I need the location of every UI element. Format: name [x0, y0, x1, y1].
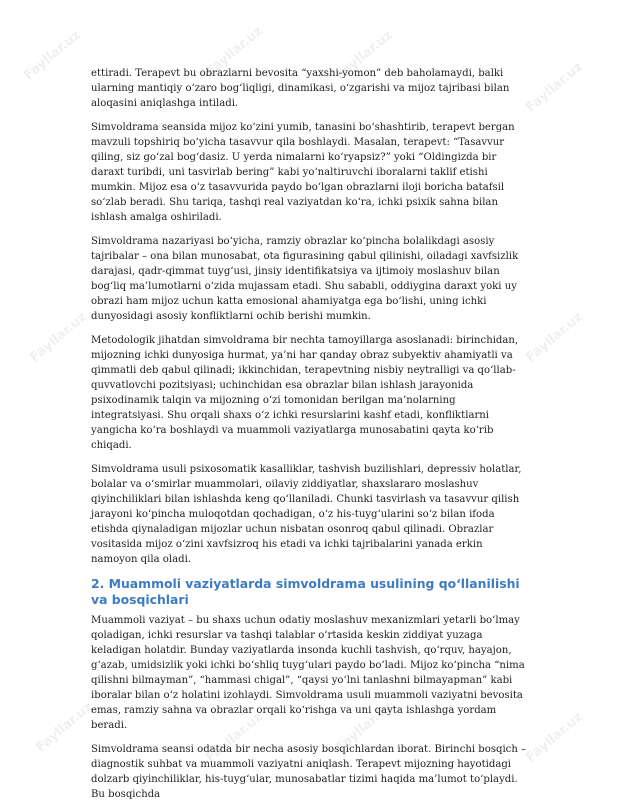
paragraph: Simvoldrama nazariyasi bo‘yicha, ramziy obrazlar ko‘pincha bolalikdagi asosiy tajribalar – ona bilan munosabat, ota figurasining qabul qilinishi, oiladagi xavfsizlik darajasi, qadr-qimmat tuyg‘usi, jinsiy identifikatsiya va ijtimoiy moslashuv bilan bog‘liq ma’lumotlarni o‘zida mujassam etadi. Shu sababli, oddiygina daraxt yoki uy obrazi ham mijoz uchun katta emosional ahamiyatga ega bo‘lishi, uning ichki dunyosidagi asosiy konfliktlarni ochib berishi mumkin.: [91, 236, 519, 322]
document-body: [91, 66, 531, 811]
watermark: Fayllar.uz: [21, 27, 84, 84]
paragraph: Metodologik jihatdan simvoldrama bir nechta tamoyillarga asoslanadi: birinchidan, mijozning ichki dunyosiga hurmat, ya’ni har qanday obraz subyektiv ahamiyatli va qimmatli deb qabul qilinadi; ikkinchidan, terapevtning nisbiy neytralligi va qo‘llab-quvvatlovchi pozitsiyasi; uchinchidan esa obrazlar bilan ishlash jarayonida psixodinamik talqin va mijozning o‘zi tomonidan berilgan ma’nolarning integratsiyasi. Shu orqali shaxs o‘z ichki resurslarini kashf etadi, konfliktlarni yangicha ko‘ra boshlaydi va muammoli vaziyatlarga munosabatini qayta ko‘rib chiqadi.: [91, 335, 519, 451]
paragraph: Simvoldrama seansi odatda bir necha asosiy bosqichlardan iborat. Birinchi bosqich – diagnostik suhbat va muammoli vaziyatni aniqlash. Terapevt mijozning hayotidagi dolzarb qiyinchiliklar, his-tuyg‘ular, munosabatlar tizimi haqida ma’lumot to‘playdi. Bu bosqichda: [91, 744, 527, 800]
watermark: Fayllar.uz: [333, 27, 396, 84]
watermark: Fayllar.uz: [523, 709, 586, 766]
watermark: Fayllar.uz: [523, 309, 586, 366]
paragraph: Simvoldrama seansida mijoz ko‘zini yumib, tanasini bo‘shashtirib, terapevt bergan mavzuli topshiriq bo‘yicha tasavvur qila boshlaydi. Masalan, terapevt: “Tasavvur qiling, siz go‘zal bog‘dasiz. U yerda nimalarni ko‘ryapsiz?” yoki “Oldingizda bir daraxt turibdi, uni tasvirlab bering” kabi yo‘naltiruvchi iboralarni taklif etishi mumkin. Mijoz esa o‘z tasavvurida paydo bo‘lgan obrazlarni iloji boricha batafsil so‘zlab beradi. Shu tariqa, tashqi real vaziyatdan ko‘ra, ichki psixik sahna bilan ishlash amalga oshiriladi.: [91, 122, 515, 223]
section-heading: 2. Muammoli vaziyatlarda simvoldrama usulining qo‘llanilishi va bosqichlari: [91, 576, 520, 607]
paragraph: Simvoldrama usuli psixosomatik kasalliklar, tashvish buzilishlari, depressiv holatlar, bolalar va o‘smirlar muammolari, oilaviy ziddiyatlar, shaxslararo moslashuv qiyinchiliklari bilan ishlashda keng qo‘llaniladi. Chunki tasvirlash va tasavvur qilish jarayoni ko‘pincha muloqotdan qochadigan, o‘z his-tuyg‘ularini so‘z bilan ifoda etishda qiynaladigan mijozlar uchun nisbatan osonroq qabul qilinadi. Obrazlar vositasida mijoz o‘zini xavfsizroq his etadi va ichki tajribalarini yanada erkin namoyon qila oladi.: [91, 464, 522, 565]
watermark: Fayllar.uz: [33, 699, 96, 756]
watermark: Fayllar.uz: [333, 699, 396, 756]
paragraph: Muammoli vaziyat – bu shaxs uchun odatiy moslashuv mexanizmlari yetarli bo‘lmay qoladigan, ichki resurslar va tashqi talablar o‘rtasida keskin ziddiyat yuzaga keladigan holatdir. Bunday vaziyatlarda insonda kuchli tashvish, qo‘rquv, hayajon, g‘azab, umidsizlik yoki ichki bo‘shliq tuyg‘ulari paydo bo‘ladi. Mijoz ko‘pincha “nima qilishni bilmayman”, “hammasi chigal”, “qaysi yo‘lni tanlashni bilmayapman” kabi iboralar bilan o‘z holatini izohlaydi. Simvoldrama usuli muammoli vaziyatni bevosita emas, ramziy sahna va obrazlar orqali ko‘rishga va uni qayta ishlashga yordam beradi.: [91, 615, 525, 731]
watermark: Fayllar.uz: [523, 59, 586, 116]
watermark: Fayllar.uz: [203, 23, 266, 80]
watermark: Fayllar.uz: [27, 309, 90, 366]
watermark: Fayllar.uz: [203, 709, 266, 766]
paragraph: ettiradi. Terapevt bu obrazlarni bevosita “yaxshi-yomon” deb baholamaydi, balki ularning mantiqiy o‘zaro bog‘liqligi, dinamikasi, o‘zgarishi va mijoz tajribasi bilan aloqasini aniqlashga intiladi.: [91, 68, 510, 109]
